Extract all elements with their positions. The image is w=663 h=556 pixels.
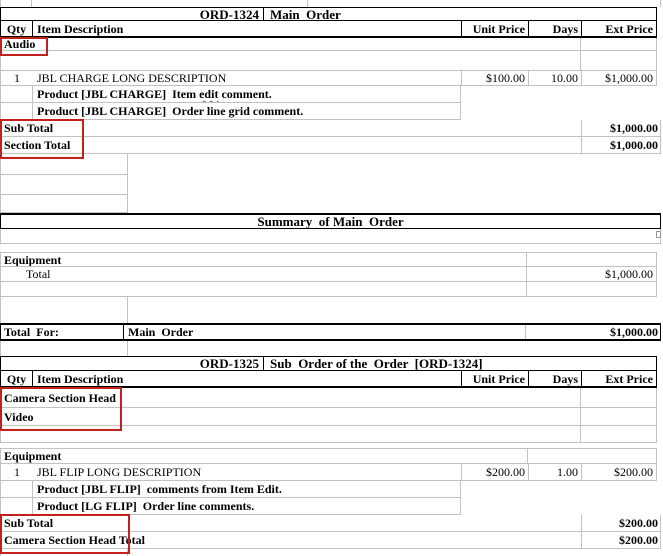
col-qty: Qty	[1, 21, 33, 36]
summary-total-value: $1,000.00	[605, 267, 653, 281]
comment-order-line-sub: Product [LG FLIP] Order line comments.	[33, 498, 461, 514]
section-label-audio: Audio	[1, 38, 581, 50]
item-unit-price: $200.00	[462, 464, 529, 480]
col-days: Days	[529, 371, 582, 386]
section-row-audio	[0, 38, 657, 51]
misspelled-word: edit	[199, 87, 219, 101]
item-description: JBL CHARGE LONG DESCRIPTION	[33, 71, 462, 85]
top-partial-row	[0, 0, 661, 7]
item-ext-price: $200.00	[614, 465, 653, 479]
section-total-label: Section Total	[1, 137, 582, 153]
grand-total-value: $1,000.00	[610, 325, 658, 339]
col-qty: Qty	[1, 371, 33, 386]
comment-order-line-grid: Product [JBL CHARGE] Order line grid comment.	[33, 103, 461, 119]
comment-row-item-edit-sub	[0, 481, 461, 498]
col-ext-price: Ext Price	[605, 21, 653, 36]
section-head-label: Camera Section Head	[1, 388, 581, 407]
subtotal-value-sub: $200.00	[619, 516, 658, 530]
grand-total-order-name: Main Order	[124, 325, 526, 339]
col-item-description: Item Description	[33, 371, 462, 386]
summary-total-label: Total	[1, 267, 527, 281]
filler-row	[0, 154, 661, 175]
sub-order-header-row	[0, 371, 657, 388]
main-order-header-row	[0, 21, 657, 38]
item-days: 1.00	[529, 464, 582, 480]
subtotal-value: $1,000.00	[610, 121, 658, 135]
subtotal-row-sub	[0, 515, 661, 532]
empty-row	[0, 426, 657, 443]
item-qty: 1	[14, 465, 20, 479]
section-head-row-camera	[0, 388, 657, 408]
section-total-value-sub: $200.00	[619, 533, 658, 547]
grand-total-row	[0, 323, 661, 341]
subtotal-label: Sub Total	[1, 120, 582, 136]
item-ext-price: $1,000.00	[605, 71, 653, 85]
comment-item-edit: Product [JBL CHARGE] Item edit comment.	[33, 86, 461, 102]
subtotal-label-sub: Sub Total	[1, 515, 582, 531]
summary-total-row	[0, 267, 657, 282]
summary-title: Summary of Main Order	[257, 215, 404, 228]
filler-row	[0, 175, 661, 195]
sub-order-group-row	[0, 448, 657, 464]
comment-item-edit-sub: Product [JBL FLIP] comments from Item Edit.	[33, 481, 461, 497]
sub-order-title: Sub Order of the Order [ORD-1324]	[270, 357, 483, 370]
col-unit-price: Unit Price	[462, 21, 529, 36]
item-row-jbl-flip	[0, 464, 657, 481]
filler-row	[0, 195, 661, 213]
sub-order-number: ORD-1325	[1, 357, 264, 370]
comment-row-order-line-sub	[0, 498, 461, 515]
filler-row	[0, 341, 661, 356]
grand-total-label: Total For:	[1, 325, 124, 339]
item-days: 10.00	[529, 71, 582, 85]
col-ext-price: Ext Price	[605, 371, 653, 386]
section-total-row-sub	[0, 532, 661, 549]
filler-row	[0, 549, 661, 556]
main-order-title-row	[0, 7, 657, 21]
item-qty: 1	[14, 71, 20, 85]
filler-row	[0, 297, 661, 324]
subtotal-row-main	[0, 120, 661, 137]
sub-order-group-label: Equipment	[1, 449, 528, 463]
item-description: JBL FLIP LONG DESCRIPTION	[33, 464, 462, 480]
item-row-jbl-charge	[0, 70, 657, 86]
empty-row	[0, 229, 661, 244]
summary-title-row	[0, 215, 661, 229]
main-order-number: ORD-1324	[1, 8, 264, 20]
empty-row	[0, 282, 657, 297]
selection-handle	[656, 231, 661, 238]
section-total-label-sub: Camera Section Head Total	[1, 532, 582, 548]
summary-group-row	[0, 252, 657, 267]
sub-order-title-row	[0, 356, 657, 371]
col-days: Days	[529, 21, 582, 36]
section-row-video	[0, 408, 657, 426]
section-label-video: Video	[1, 408, 581, 425]
main-order-title: Main Order	[270, 8, 341, 20]
comment-row-order-line-grid	[0, 103, 461, 120]
comment-row-item-edit	[0, 86, 461, 103]
empty-row	[0, 51, 657, 70]
col-item-description: Item Description	[33, 21, 462, 36]
summary-group-label: Equipment	[1, 253, 527, 266]
col-unit-price: Unit Price	[462, 371, 529, 386]
item-unit-price: $100.00	[462, 71, 529, 85]
section-total-row-main	[0, 137, 661, 154]
section-total-value: $1,000.00	[610, 138, 658, 152]
